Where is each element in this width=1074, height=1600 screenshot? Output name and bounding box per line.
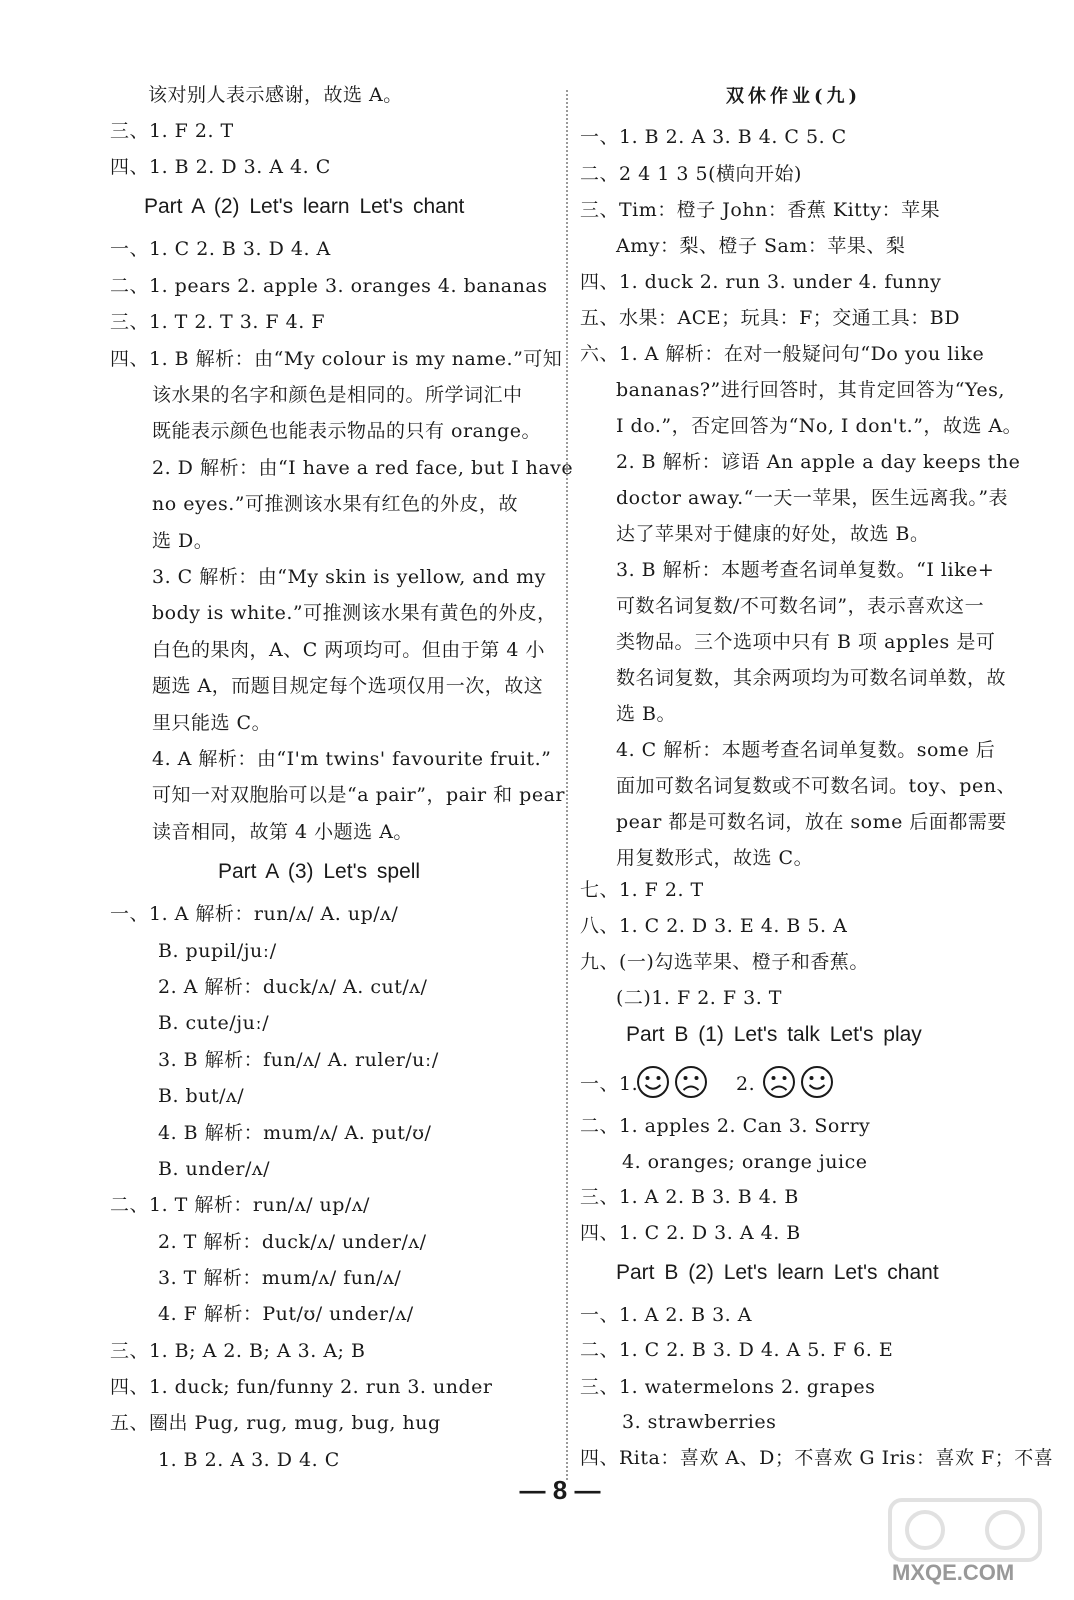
answer-line: 2. T 解析：duck/ʌ/ under/ʌ/ [158, 1231, 427, 1253]
answer-line: 3. strawberries [622, 1411, 777, 1433]
answer-line: 2. D 解析：由“I have a red face, but I have [152, 457, 574, 479]
answer-line: B. pupil/juː/ [158, 940, 277, 962]
answer-line: 一、1. C 2. B 3. D 4. A [110, 238, 331, 260]
answer-line: 数名词复数，其余两项均为可数名词单数，故 [616, 667, 1007, 689]
answer-line: 五、水果：ACE；玩具：F；交通工具：BD [580, 307, 961, 329]
answer-line: 题选 A，而题目规定每个选项仅用一次，故这 [152, 675, 544, 697]
page-title: 双休作业(九) [726, 86, 862, 107]
answer-line: 1. B 2. A 3. D 4. C [158, 1449, 340, 1471]
answer-line: 4. oranges; orange juice [622, 1151, 868, 1173]
answer-line: 2. B 解析：谚语 An apple a day keeps the [616, 451, 1021, 473]
answer-line: no eyes.”可推测该水果有红色的外皮，故 [152, 493, 518, 515]
answer-line: 四、1. B 2. D 3. A 4. C [110, 156, 331, 178]
answer-line: 一、1. A 解析：run/ʌ/ A. up/ʌ/ [110, 903, 399, 925]
answer-line: 类物品。三个选项中只有 B 项 apples 是可 [616, 631, 996, 653]
answer-line: 读音相同，故第 4 小题选 A。 [152, 821, 413, 843]
answer-line: 二、1. T 解析：run/ʌ/ up/ʌ/ [110, 1194, 370, 1216]
answer-line: 一、1. B 2. A 3. B 4. C 5. C [580, 126, 847, 148]
answer-line: 三、1. T 2. T 3. F 4. F [110, 311, 326, 333]
answer-line: 4. C 解析：本题考查名词单复数。some 后 [616, 739, 996, 761]
page-number: — 8 — [519, 1475, 601, 1505]
answer-line: B. under/ʌ/ [158, 1158, 271, 1180]
section-heading: Part B (1) Let's talk Let's play [626, 1023, 922, 1046]
answer-line: doctor away.“一天一苹果，医生远离我。”表 [616, 487, 1009, 509]
answer-line: 一、1. [580, 1073, 639, 1095]
answer-line: 二、1. apples 2. Can 3. Sorry [580, 1115, 871, 1137]
watermark-text: MXQE.COM [892, 1560, 1015, 1585]
answer-line: I do.”，否定回答为“No, I don't.”，故选 A。 [616, 415, 1023, 437]
answer-line: 四、1. C 2. D 3. A 4. B [580, 1222, 801, 1244]
answer-line: 六、1. A 解析：在对一般疑问句“Do you like [580, 343, 985, 365]
answer-line: (二)1. F 2. F 3. T [616, 987, 782, 1009]
answer-line: 九、(一)勾选苹果、橙子和香蕉。 [580, 951, 869, 973]
answer-line: 达了苹果对于健康的好处，故选 B。 [616, 523, 930, 545]
answer-line: B. cute/juː/ [158, 1012, 270, 1034]
smile-face-icon [800, 1065, 834, 1099]
answer-line: 既能表示颜色也能表示物品的只有 orange。 [152, 420, 542, 442]
section-heading: Part A (3) Let's spell [218, 860, 421, 883]
answer-line: 白色的果肉，A、C 两项均可。但由于第 4 小 [152, 639, 545, 661]
answer-line: Amy：梨、橙子 Sam：苹果、梨 [616, 235, 906, 257]
answer-line: 3. B 解析：本题考查名词单复数。“I like+ [616, 559, 995, 581]
answer-line: 该对别人表示感谢，故选 A。 [148, 84, 403, 106]
answer-line: 3. B 解析：fun/ʌ/ A. ruler/uː/ [158, 1049, 439, 1071]
answer-line: 4. F 解析：Put/ʊ/ under/ʌ/ [158, 1303, 414, 1325]
answer-line: 一、1. A 2. B 3. A [580, 1304, 752, 1326]
answer-line: 3. C 解析：由“My skin is yellow, and my [152, 566, 546, 588]
answer-line: 选 D。 [152, 530, 214, 552]
answer-line: 三、1. A 2. B 3. B 4. B [580, 1186, 799, 1208]
answer-line: 里只能选 C。 [152, 712, 272, 734]
answer-line: bananas?”进行回答时，其肯定回答为“Yes, [616, 379, 1005, 401]
answer-line: 面加可数名词复数或不可数名词。toy、pen、 [616, 775, 1016, 797]
answer-line: 4. A 解析：由“I'm twins' favourite fruit.” [152, 748, 552, 770]
answer-line: 三、1. B; A 2. B; A 3. A; B [110, 1340, 366, 1362]
answer-line: 四、Rita：喜欢 A、D；不喜欢 G Iris：喜欢 F；不喜 [580, 1447, 1054, 1469]
answer-line: 五、圈出 Pug, rug, mug, bug, hug [110, 1412, 441, 1434]
answer-line: 七、1. F 2. T [580, 879, 704, 901]
sad-face-icon [674, 1065, 708, 1099]
answer-line: 4. B 解析：mum/ʌ/ A. put/ʊ/ [158, 1122, 432, 1144]
answer-line: 四、1. duck; fun/funny 2. run 3. under [110, 1376, 493, 1398]
answer-line: 四、1. B 解析：由“My colour is my name.”可知 [110, 348, 563, 370]
smile-face-icon [636, 1065, 670, 1099]
section-heading: Part A (2) Let's learn Let's chant [144, 195, 465, 218]
answer-line: 用复数形式，故选 C。 [616, 847, 814, 869]
answer-line: 二、1. pears 2. apple 3. oranges 4. bananas [110, 275, 548, 297]
answer-line: 八、1. C 2. D 3. E 4. B 5. A [580, 915, 848, 937]
column-divider [566, 90, 568, 1480]
answer-line: 四、1. duck 2. run 3. under 4. funny [580, 271, 942, 293]
answer-line: 三、1. F 2. T [110, 120, 234, 142]
answer-line: 二、2 4 1 3 5(横向开始) [580, 163, 802, 185]
answer-line: body is white.”可推测该水果有黄色的外皮， [152, 602, 557, 624]
answer-line: 可知一对双胞胎可以是“a pair”，pair 和 pear [152, 784, 565, 806]
answer-line: 2. [736, 1073, 756, 1095]
answer-line: 可数名词复数/不可数名词”，表示喜欢这一 [616, 595, 985, 617]
answer-line: B. but/ʌ/ [158, 1085, 245, 1107]
answer-line: 选 B。 [616, 703, 677, 725]
section-heading: Part B (2) Let's learn Let's chant [616, 1261, 939, 1284]
answer-line: 二、1. C 2. B 3. D 4. A 5. F 6. E [580, 1339, 894, 1361]
answer-line: 三、1. watermelons 2. grapes [580, 1376, 876, 1398]
answer-line: 三、Tim：橙子 John：香蕉 Kitty：苹果 [580, 199, 941, 221]
sad-face-icon [762, 1065, 796, 1099]
answer-line: 2. A 解析：duck/ʌ/ A. cut/ʌ/ [158, 976, 428, 998]
answer-line: 3. T 解析：mum/ʌ/ fun/ʌ/ [158, 1267, 402, 1289]
answer-line: pear 都是可数名词，放在 some 后面都需要 [616, 811, 1007, 833]
answer-line: 该水果的名字和颜色是相同的。所学词汇中 [152, 384, 523, 406]
